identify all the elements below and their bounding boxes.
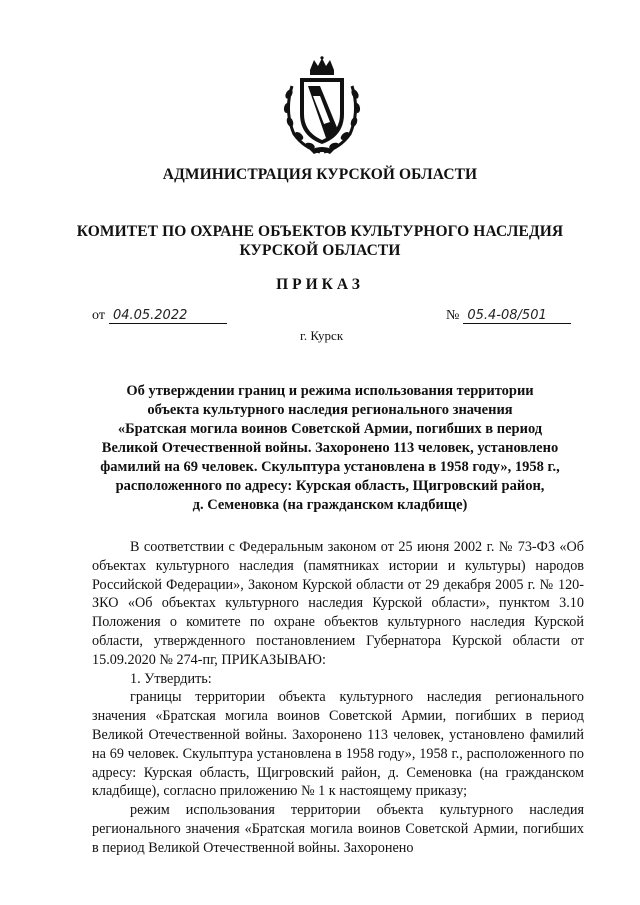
body-paragraph-regime: режим использования территории объекта культурного наследия регионального значения «Братская могила воинов Советской Армии, погибших в период Великой Отечественной войны. Захоронено: [92, 802, 584, 856]
committee-heading: [0, 222, 640, 260]
number-field: [446, 308, 571, 324]
date-value: 04.05.2022: [109, 308, 227, 324]
document-body: [92, 538, 584, 858]
title-line: д. Семеновка (на гражданском кладбище): [192, 497, 468, 513]
title-line: фамилий на 69 человек. Скульптура установлена в 1958 году», 1958 г.,: [100, 459, 560, 475]
title-line: расположенного по адресу: Курская область, Щигровский район,: [115, 478, 545, 494]
number-value: 05.4-08/501: [463, 308, 571, 324]
committee-heading-line2: КУРСКОЙ ОБЛАСТИ: [239, 242, 401, 259]
body-paragraph-preamble: В соответствии с Федеральным законом от 25 июня 2002 г. № 73-ФЗ «Об объектах культурного наследия (памятниках истории и культуры) народов Российской Федерации», Законом Курской области от 29 декабря 2005 г. № 120-ЗКО «Об объектах культурного наследия Курской области», пунктом 3.10 Положения о комитете по охране объектов культурного наследия Курской области, утвержденного постановлением Губернатора Курской области от 15.09.2020 № 274-пг, ПРИКАЗЫВАЮ:: [92, 539, 584, 668]
title-line: Великой Отечественной войны. Захоронено 113 человек, установлено: [101, 440, 559, 456]
document-title: [80, 382, 580, 515]
body-paragraph-boundaries: границы территории объекта культурного наследия регионального значения «Братская могила воинов Советской Армии, погибших в период Великой Отечественной войны. Захоронено 113 человек, установлено фамилий на 69 человек. Скульптура установлена в 1958 году», 1958 г., расположенного по адресу: Курская область, Щигровский район, д. Семеновка (на гражданском кладбище), согласно приложению № 1 к настоящему приказу;: [92, 689, 584, 800]
title-line: Об утверждении границ и режима использования территории: [126, 383, 534, 399]
city-label: г. Курск: [300, 328, 344, 343]
title-line: объекта культурного наследия регионального значения: [147, 402, 513, 418]
number-prefix: №: [446, 308, 460, 323]
document-type-heading: ПРИКАЗ: [276, 276, 364, 293]
date-prefix: от: [92, 308, 105, 323]
body-paragraph-item-1: 1. Утвердить:: [130, 670, 212, 687]
date-field: [92, 308, 227, 324]
coat-of-arms-icon: [280, 56, 364, 156]
title-line: «Братская могила воинов Советской Армии, погибших в период: [117, 421, 543, 437]
committee-heading-line1: КОМИТЕТ ПО ОХРАНЕ ОБЪЕКТОВ КУЛЬТУРНОГО НАСЛЕДИЯ: [76, 223, 564, 240]
administration-heading: АДМИНИСТРАЦИЯ КУРСКОЙ ОБЛАСТИ: [162, 166, 478, 183]
